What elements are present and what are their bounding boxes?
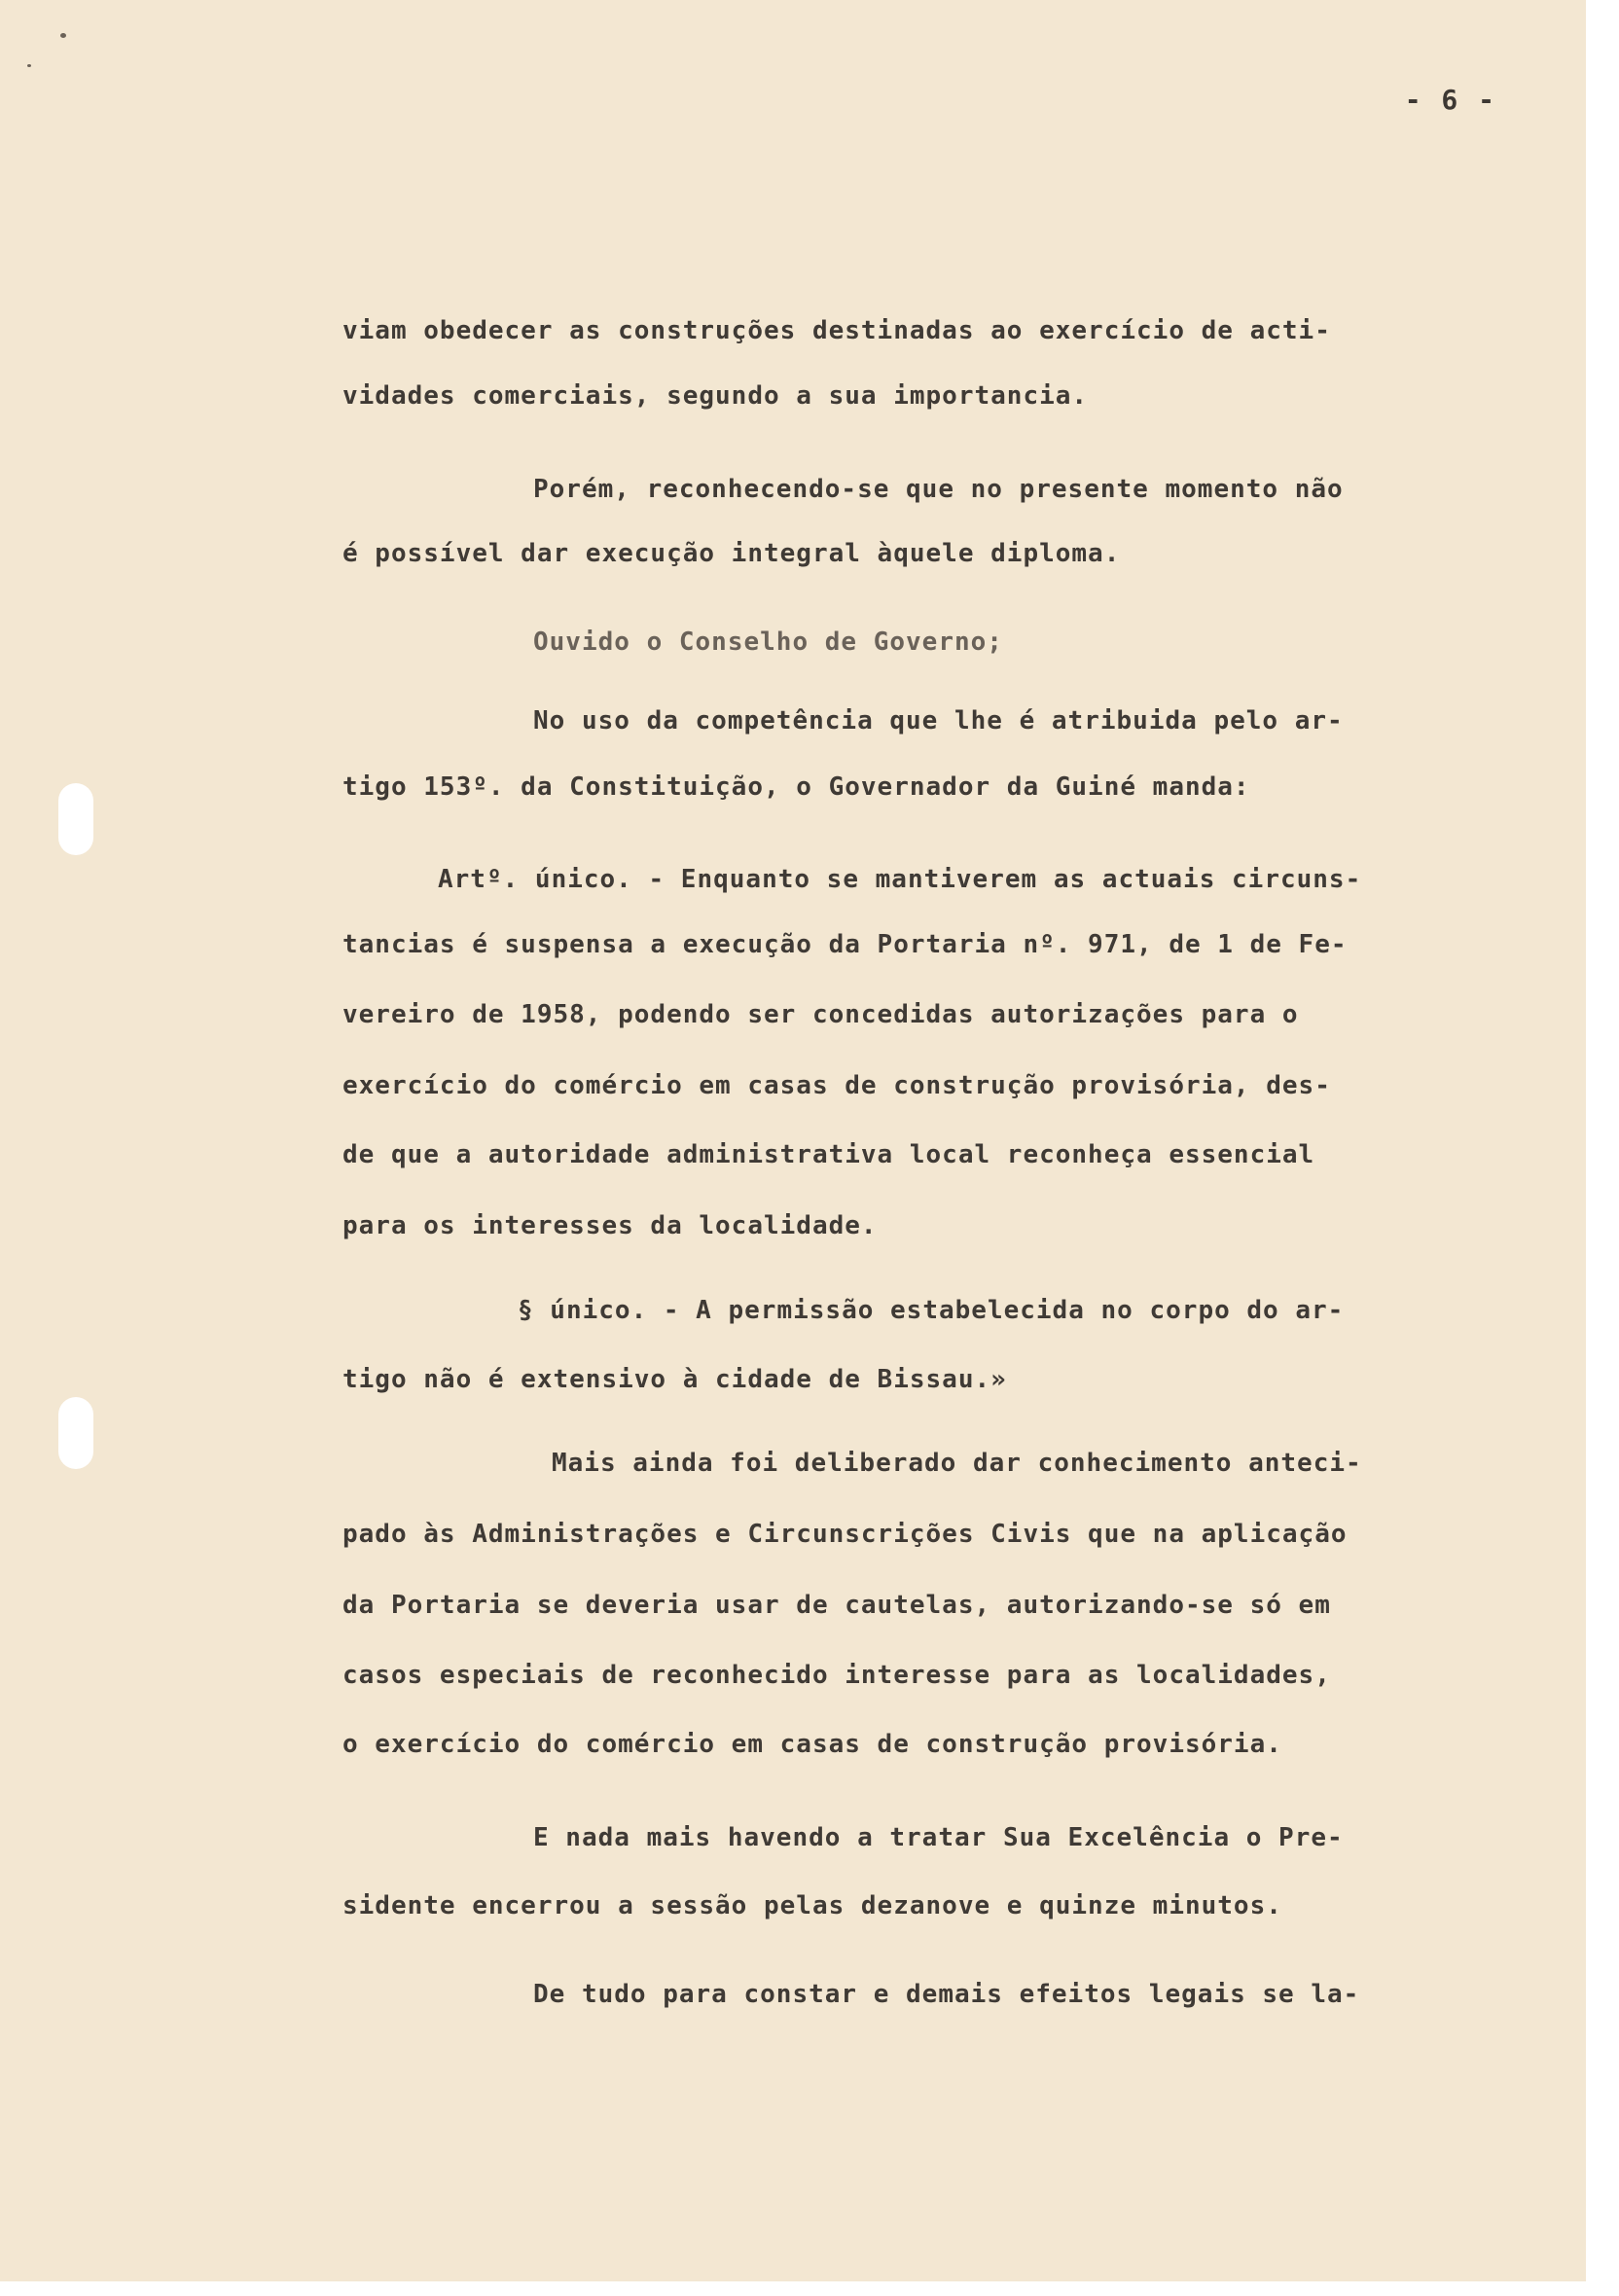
- text-line: é possível dar execução integral àquele diploma.: [342, 539, 1121, 568]
- paper-speck: [60, 33, 66, 38]
- text-line: da Portaria se deveria usar de cautelas, autorizando-se só em: [342, 1591, 1331, 1620]
- punch-hole-bottom: [58, 1397, 93, 1469]
- text-line: vidades comerciais, segundo a sua importancia.: [342, 381, 1089, 411]
- text-line: Mais ainda foi deliberado dar conhecimento anteci-: [552, 1449, 1362, 1478]
- text-line: de que a autoridade administrativa local reconheça essencial: [342, 1140, 1315, 1169]
- page-number: - 6 -: [1404, 84, 1496, 116]
- text-line: o exercício do comércio em casas de construção provisória.: [342, 1730, 1282, 1759]
- scan-margin-bottom: [0, 2281, 1619, 2296]
- text-line: sidente encerrou a sessão pelas dezanove e quinze minutos.: [342, 1891, 1282, 1920]
- text-line: viam obedecer as construções destinadas ao exercício de acti-: [342, 316, 1331, 345]
- text-line: E nada mais havendo a tratar Sua Excelência o Pre-: [533, 1823, 1344, 1852]
- text-line: § único. - A permissão estabelecida no corpo do ar-: [518, 1296, 1345, 1325]
- text-line: Porém, reconhecendo-se que no presente momento não: [533, 475, 1344, 504]
- punch-hole-top: [58, 783, 93, 855]
- text-line: tigo não é extensivo à cidade de Bissau.»: [342, 1365, 1007, 1394]
- text-line: Artº. único. - Enquanto se mantiverem as actuais circuns-: [438, 865, 1362, 894]
- scan-margin-right: [1586, 0, 1619, 2296]
- text-line: No uso da competência que lhe é atribuida pelo ar-: [533, 706, 1344, 735]
- text-line: vereiro de 1958, podendo ser concedidas autorizações para o: [342, 1000, 1299, 1029]
- text-line: De tudo para constar e demais efeitos legais se la-: [533, 1980, 1360, 2009]
- text-line: pado às Administrações e Circunscrições Civis que na aplicação: [342, 1520, 1348, 1549]
- text-line: tigo 153º. da Constituição, o Governador da Guiné manda:: [342, 772, 1250, 802]
- text-line: Ouvido o Conselho de Governo;: [533, 628, 1003, 657]
- text-line: casos especiais de reconhecido interesse para as localidades,: [342, 1661, 1331, 1690]
- text-line: para os interesses da localidade.: [342, 1211, 878, 1240]
- text-line: exercício do comércio em casas de construção provisória, des-: [342, 1071, 1331, 1100]
- paper-speck: [27, 64, 31, 67]
- text-line: tancias é suspensa a execução da Portaria nº. 971, de 1 de Fe-: [342, 930, 1348, 959]
